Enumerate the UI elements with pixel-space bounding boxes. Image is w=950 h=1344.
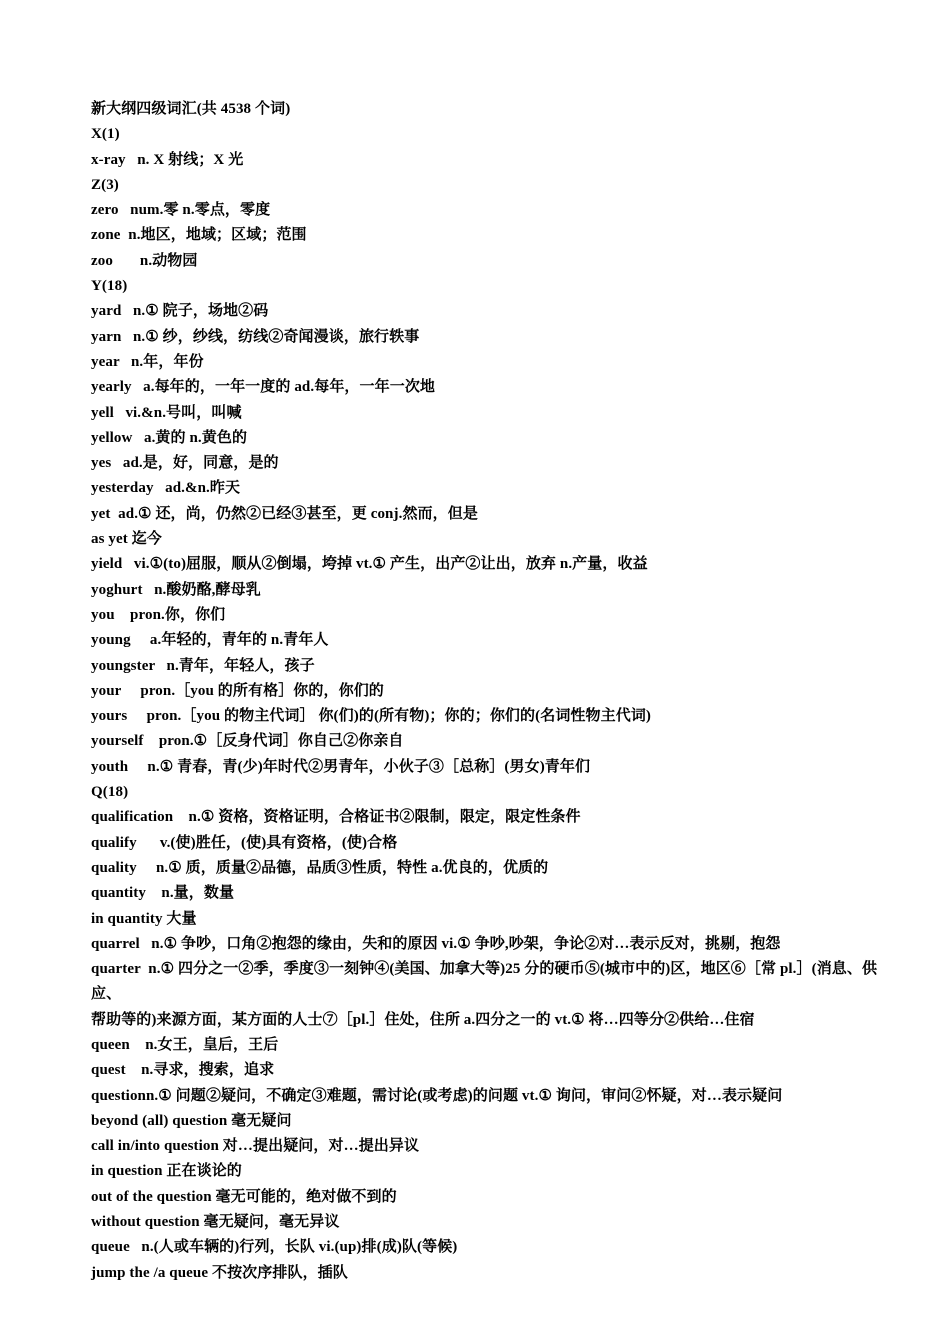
vocab-line: young a.年轻的，青年的 n.青年人	[91, 632, 329, 649]
vocab-line: yellow a.黄的 n.黄色的	[91, 429, 248, 446]
vocab-line: zero num.零 n.零点，零度	[91, 202, 271, 219]
vocab-line: qualify v.(使)胜任，(使)具有资格，(使)合格	[91, 834, 398, 851]
vocab-line: yarn n.① 纱，纱线，纺线②奇闻漫谈，旅行轶事	[91, 328, 420, 345]
vocab-line: Z(3)	[91, 176, 119, 193]
vocab-line: year n.年，年份	[91, 353, 204, 370]
vocab-line: yourself pron.①［反身代词］你自己②你亲自	[91, 733, 404, 750]
vocab-line: you pron.你，你们	[91, 606, 226, 623]
vocab-line: zone n.地区，地域；区域；范围	[91, 227, 307, 244]
vocab-line: yet ad.① 还，尚，仍然②已经③甚至，更 conj.然而，但是	[91, 505, 478, 522]
document-title: 新大纲四级词汇(共 4538 个词)	[91, 101, 291, 117]
vocab-line: X(1)	[91, 126, 120, 143]
vocab-line: youth n.① 青春，青(少)年时代②男青年，小伙子③［总称］(男女)青年们	[91, 758, 591, 775]
vocab-line: qualification n.① 资格，资格证明，合格证书②限制，限定，限定性条件	[91, 809, 581, 826]
vocab-line: quest n.寻求，搜索，追求	[91, 1062, 275, 1079]
vocab-line: yell vi.&n.号叫，叫喊	[91, 404, 242, 421]
vocab-list	[91, 122, 892, 1286]
vocab-line: yield vi.①(to)屈服，顺从②倒塌，垮掉 vt.① 产生，出产②让出，放弃 n.产量，收益	[91, 556, 648, 573]
vocab-line: in question 正在谈论的	[91, 1163, 242, 1180]
vocab-line: beyond (all) question 毫无疑问	[91, 1112, 292, 1129]
vocab-line: yes ad.是，好，同意，是的	[91, 455, 279, 472]
vocab-line: yours pron.［you 的物主代词］ 你(们)的(所有物)；你的；你们的(名词性物主代词)	[91, 708, 652, 725]
vocab-line: zoo n.动物园	[91, 252, 198, 269]
vocab-line: 帮助等的)来源方面，某方面的人士⑦［pl.］住处，住所 a.四分之一的 vt.① 将…四等分②供给…住宿	[91, 1011, 755, 1028]
vocab-line: youngster n.青年，年轻人，孩子	[91, 657, 315, 674]
vocab-line: jump the /a queue 不按次序排队，插队	[91, 1264, 348, 1281]
vocab-line: call in/into question 对…提出疑问，对…提出异议	[91, 1138, 420, 1155]
vocab-line: quality n.① 质，质量②品德，品质③性质，特性 a.优良的，优质的	[91, 859, 549, 876]
vocab-line: quantity n.量，数量	[91, 885, 235, 902]
vocab-line: x-ray n. X 射线；X 光	[91, 151, 244, 168]
vocab-line: Y(18)	[91, 278, 128, 295]
vocab-line: queen n.女王，皇后，王后	[91, 1036, 279, 1053]
vocab-line: yearly a.每年的，一年一度的 ad.每年，一年一次地	[91, 379, 436, 396]
vocab-line: yesterday ad.&n.昨天	[91, 480, 241, 497]
vocab-line: out of the question 毫无可能的，绝对做不到的	[91, 1188, 397, 1205]
vocab-line: Q(18)	[91, 784, 129, 801]
vocab-line: quarter n.① 四分之一②季，季度③一刻钟④(美国、加拿大等)25 分的硬币⑤(城市中的)区，地区⑥［常 pl.］(消息、供应、	[91, 961, 878, 1003]
vocab-line: yard n.① 院子，场地②码	[91, 303, 269, 320]
vocab-line: your pron.［you 的所有格］你的，你们的	[91, 682, 384, 699]
vocab-line: without question 毫无疑问，毫无异议	[91, 1214, 340, 1231]
vocab-line: yoghurt n.酸奶酪,酵母乳	[91, 581, 261, 598]
vocab-line: questionn.① 问题②疑问，不确定③难题，需讨论(或考虑)的问题 vt.① 询问，审问②怀疑，对…表示疑问	[91, 1087, 783, 1104]
vocab-line: in quantity 大量	[91, 910, 197, 927]
vocab-line: queue n.(人或车辆的)行列，长队 vi.(up)排(成)队(等候)	[91, 1239, 458, 1256]
vocab-line: quarrel n.① 争吵，口角②抱怨的缘由，失和的原因 vi.① 争吵,吵架，争论②对…表示反对，挑剔，抱怨	[91, 935, 781, 952]
vocab-line: as yet 迄今	[91, 531, 162, 548]
